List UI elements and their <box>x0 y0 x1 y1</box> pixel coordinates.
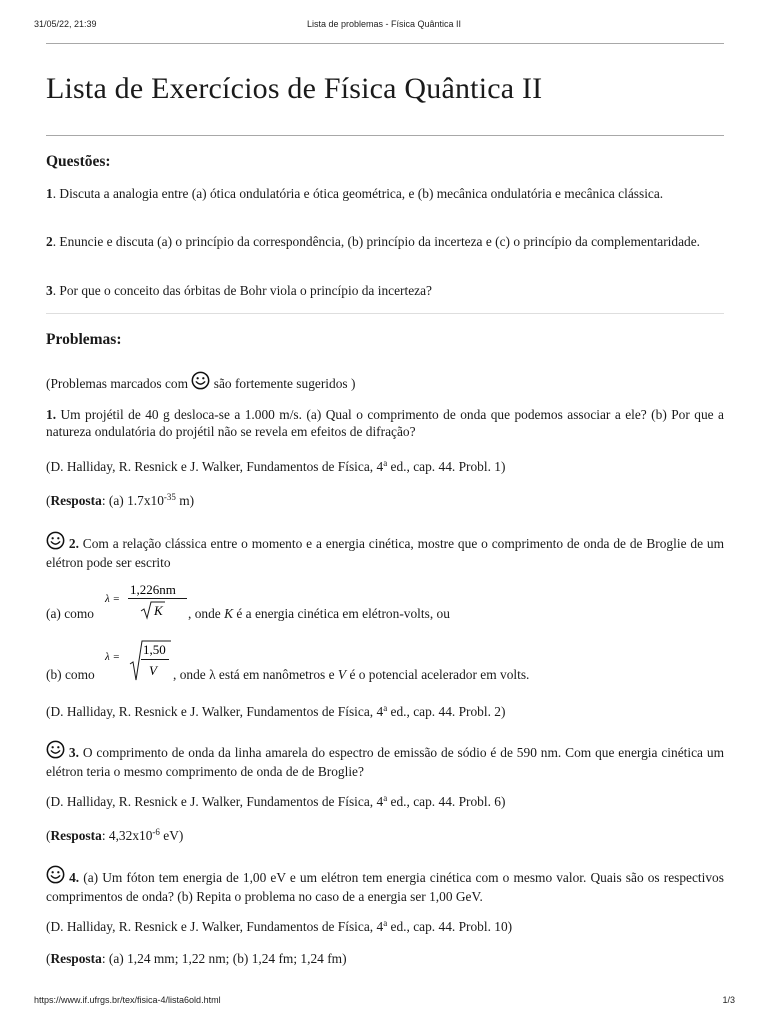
answer-text: : (a) 1.7x10 <box>101 493 164 508</box>
question-text: . Discuta a analogia entre (a) ótica ondulatória e ótica geométrica, e (b) mecânica ondulatória e mecânica clássica. <box>52 186 664 201</box>
problem-number: 2. <box>68 536 79 551</box>
formula-b-numerator: 1,50 <box>143 642 166 657</box>
variable-v: V <box>337 667 347 682</box>
reference-text: (D. Halliday, R. Resnick e J. Walker, Fundamentos de Física, 4 <box>46 704 384 719</box>
smiley-icon <box>46 740 65 763</box>
answer-text: : (a) 1,24 mm; 1,22 nm; (b) 1,24 fm; 1,24 fm) <box>101 951 347 966</box>
reference-text: ed., cap. 44. Probl. 6) <box>387 794 506 809</box>
answer-label: Resposta <box>50 828 102 843</box>
suffix-text: , onde <box>188 606 225 621</box>
answer-label: Resposta <box>50 951 102 966</box>
problem-3 <box>46 740 724 780</box>
formula-a-denominator: K <box>154 603 163 618</box>
question-text: . Por que o conceito das órbitas de Bohr viola o princípio da incerteza? <box>52 283 432 298</box>
reference-text: ed., cap. 44. Probl. 2) <box>387 704 506 719</box>
smiley-icon <box>46 865 65 888</box>
reference-sup: a <box>383 458 388 468</box>
reference-text: (D. Halliday, R. Resnick e J. Walker, Fundamentos de Física, 4 <box>46 919 384 934</box>
problem-number: 4. <box>69 870 80 885</box>
questions-heading: Questões: <box>46 153 111 170</box>
title-divider <box>46 135 724 136</box>
question-1 <box>46 185 724 202</box>
problem-text: (a) Um fóton tem energia de 1,00 eV e um elétron tem energia cinética com o mesmo valor. Quais são os respectivos comprimentos de onda? (b) Repita o problema no caso de a energia ser 1,00 GeV. <box>46 870 724 904</box>
suffix-text: é a energia cinética em elétron-volts, ou <box>233 606 450 621</box>
answer-exponent: -6 <box>152 827 160 837</box>
question-number: 3 <box>46 283 53 298</box>
formula-a-numerator: 1,226nm <box>130 582 176 597</box>
problem-number: 1. <box>46 407 57 422</box>
formula-a <box>103 580 189 622</box>
problem-2-a-suffix <box>188 605 450 622</box>
note-text-after: são fortemente sugeridos ) <box>213 376 356 391</box>
answer-text: m) <box>175 493 195 508</box>
problem-4-reference <box>46 918 724 935</box>
problem-4-answer: (Resposta: (a) 1,24 mm; 1,22 nm; (b) 1,24 fm; 1,24 fm) <box>46 951 347 966</box>
reference-sup: a <box>383 793 388 803</box>
answer-text: eV) <box>159 828 184 843</box>
print-datetime: 31/05/22, 21:39 <box>34 19 97 29</box>
answer-exponent: -35 <box>163 492 176 502</box>
reference-sup: a <box>383 703 388 713</box>
problem-4 <box>46 865 724 905</box>
question-number: 1 <box>46 186 53 201</box>
problem-1 <box>46 406 724 440</box>
page-title: Lista de Exercícios de Física Quântica II <box>46 72 543 105</box>
header-divider <box>46 43 724 44</box>
problem-1-reference <box>46 458 724 475</box>
problem-1-answer: (Resposta: (a) $1.7x10^{-35}$ m) <box>46 492 195 508</box>
question-3 <box>46 282 724 299</box>
problem-text: Com a relação clássica entre o momento e a energia cinética, mostre que o comprimento de onda de de Broglie de um elétron pode ser escrito <box>46 536 724 570</box>
print-url: https://www.if.ufrgs.br/tex/fisica-4/lista6old.html <box>34 995 221 1005</box>
problem-text: O comprimento de onda da linha amarela do espectro de emissão de sódio é de 590 nm. Com que energia cinética um elétron teria o mesmo comprimento de onda de de Broglie? <box>46 745 724 779</box>
smiley-icon <box>191 371 210 394</box>
formula-b-denominator: V <box>149 663 157 678</box>
formula-b-lhs: λ = <box>105 651 120 663</box>
question-2 <box>46 233 724 250</box>
problem-2-b-suffix <box>173 666 529 683</box>
suffix-text: , onde λ está em nanômetros e <box>173 667 338 682</box>
print-page-number: 1/3 <box>722 995 735 1005</box>
problems-heading: Problemas: <box>46 331 122 348</box>
reference-text: (D. Halliday, R. Resnick e J. Walker, Fundamentos de Física, 4 <box>46 794 384 809</box>
problem-2 <box>46 531 724 571</box>
problems-note <box>46 371 724 394</box>
formula-a-lhs: λ = <box>105 593 120 605</box>
problem-text: Um projétil de 40 g desloca-se a 1.000 m/s. (a) Qual o comprimento de onda que podemos associar a ele? (b) Por que a natureza ondulatória do projétil não se revela em efeitos de difração? <box>46 407 724 439</box>
problem-number: 3. <box>68 745 79 760</box>
variable-k: K <box>224 606 234 621</box>
problem-2-reference <box>46 703 724 720</box>
problem-3-answer: (Resposta: $4,32x10^{-6}$ eV) <box>46 827 184 843</box>
reference-sup: a <box>383 918 388 928</box>
reference-text: (D. Halliday, R. Resnick e J. Walker, Fundamentos de Física, 4 <box>46 459 384 474</box>
question-text: . Enuncie e discuta (a) o princípio da correspondência, (b) princípio da incerteza e (c) o princípio da complementaridade. <box>52 234 701 249</box>
question-number: 2 <box>46 234 53 249</box>
answer-text: : 4,32x10 <box>101 828 153 843</box>
section-divider <box>46 313 724 314</box>
problem-2-a-prefix: (a) como <box>46 606 94 621</box>
problem-2-b-prefix: (b) como <box>46 667 95 682</box>
problem-3-reference <box>46 793 724 810</box>
reference-text: ed., cap. 44. Probl. 10) <box>387 919 513 934</box>
answer-label: Resposta <box>50 493 102 508</box>
reference-text: ed., cap. 44. Probl. 1) <box>387 459 506 474</box>
note-text-before: (Problemas marcados com <box>46 376 189 391</box>
formula-b <box>103 638 175 684</box>
print-page-title: Lista de problemas - Física Quântica II <box>306 19 462 29</box>
smiley-icon <box>46 531 65 554</box>
suffix-text: é o potencial acelerador em volts. <box>346 667 530 682</box>
